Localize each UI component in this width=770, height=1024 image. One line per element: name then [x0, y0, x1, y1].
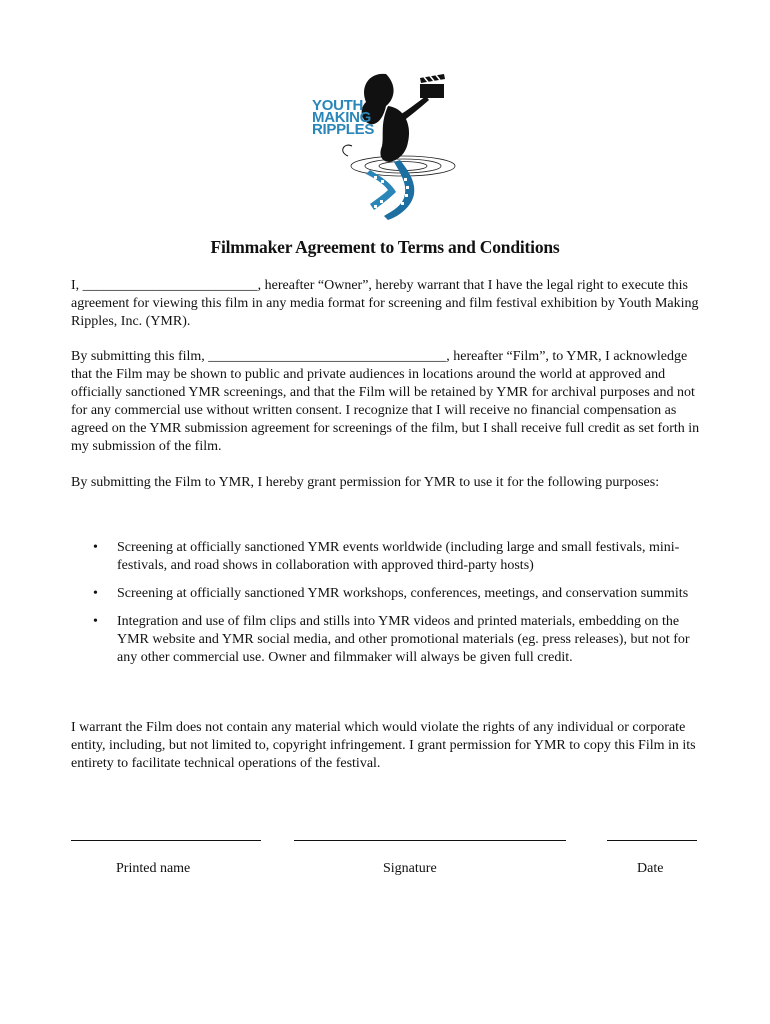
- list-item: [71, 539, 701, 575]
- bullet-icon: •: [93, 585, 98, 601]
- bullet-icon: •: [93, 540, 98, 555]
- signature-line[interactable]: [294, 840, 566, 841]
- date-label: Date: [637, 861, 664, 876]
- list-item: [71, 585, 701, 603]
- logo-line-1: YOUTH: [312, 97, 364, 114]
- permission-paragraph: By submitting the Film to YMR, I hereby grant permission for YMR to use it for the following purposes:: [71, 475, 660, 490]
- film-paragraph: By submitting this film, __________________________________, hereafter “Film”, to YMR, I acknowledge that the Film may be shown to public and private audiences in locations around the world at approved and officially sanctioned YMR screenings, and that the Film will be retained by YMR for archival purposes and not for any commercial use without written consent. I recognize that I will receive no financial compensation as agreed on the YMR submission agreement for screenings of the film, but I shall receive full credit as set forth in my submission of the film.: [71, 349, 700, 454]
- printed-name-line[interactable]: [71, 840, 261, 841]
- logo-line-2: MAKING: [312, 109, 372, 126]
- logo-wordmark: [312, 97, 375, 138]
- warranty-paragraph: I warrant the Film does not contain any material which would violate the rights of any individual or corporate entity, including, but not limited to, copyright infringement. I grant permission for YMR to copy this Film in its entirety to facilitate technical operations of the festival.: [71, 720, 696, 771]
- printed-name-label: Printed name: [116, 861, 191, 876]
- ymr-logo: [308, 66, 458, 226]
- logo-line-3: RIPPLES: [312, 121, 375, 138]
- purposes-list: [71, 539, 701, 676]
- owner-paragraph: I, _________________________, hereafter “Owner”, hereby warrant that I have the legal right to execute this agreement for viewing this film in any media format for screening and film festival exhibition by Youth Making Ripples, Inc. (YMR).: [71, 278, 699, 329]
- list-item-text: Screening at officially sanctioned YMR workshops, conferences, meetings, and conservation summits: [117, 585, 689, 601]
- signature-label: Signature: [383, 861, 437, 876]
- bullet-icon: •: [93, 613, 98, 629]
- list-item-text: Integration and use of film clips and stills into YMR videos and printed materials, embedding on the YMR website and YMR social media, and other promotional materials (eg. press releases), but not for any other commercial use. Owner and filmmaker will always be given full credit.: [117, 613, 690, 665]
- document-title: Filmmaker Agreement to Terms and Conditions: [210, 237, 560, 257]
- date-line[interactable]: [607, 840, 697, 841]
- list-item: [71, 613, 701, 667]
- mermaid-film-icon: [308, 66, 458, 226]
- list-item-text: Screening at officially sanctioned YMR events worldwide (including large and small festivals, mini-festivals, and road shows in collaboration with approved third-party hosts): [117, 540, 680, 573]
